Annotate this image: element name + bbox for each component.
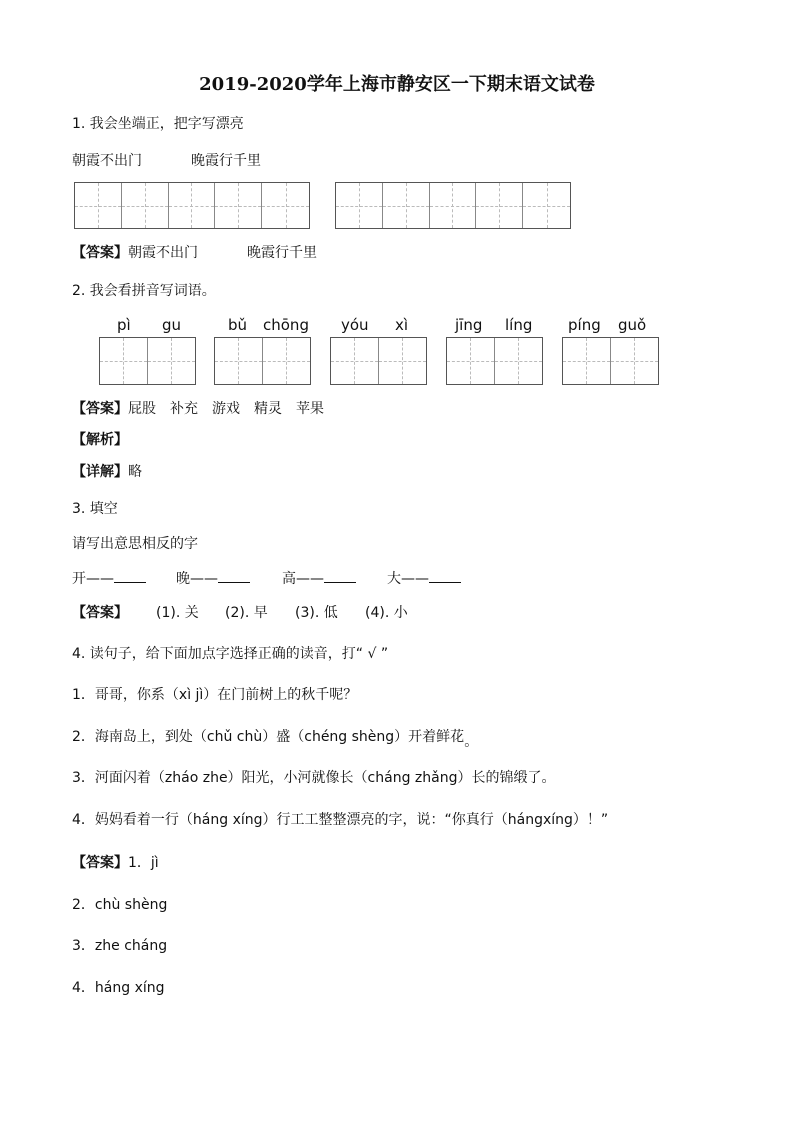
q2-detail — [72, 465, 142, 479]
q4-sentence-3: 3．河面闪着（zháo zhe）阳光，小河就像长（cháng zhǎng）长的锦缎了。 — [72, 770, 556, 786]
q2-detail-text: 略 — [128, 464, 142, 480]
q4-heading: 4. 读句子，给下面加点字选择正确的读音，打“ √ ” — [72, 646, 389, 662]
q4-sentence-2 — [72, 729, 479, 750]
blank-line — [429, 570, 461, 583]
pinyin-4b: líng — [505, 316, 533, 334]
q3-instruction: 请写出意思相反的字 — [72, 536, 198, 552]
pinyin-1b: gu — [162, 316, 182, 334]
pinyin-grid-2 — [214, 337, 311, 385]
pinyin-2b: chōng — [263, 316, 309, 334]
pinyin-2a: bǔ — [228, 316, 248, 334]
pinyin-3b: xì — [395, 316, 409, 334]
pinyin-grid-5 — [562, 337, 659, 385]
q3-answer-2: (2). 早 — [225, 605, 268, 621]
pinyin-grid-4 — [446, 337, 543, 385]
q3-item-4-text: 大—— — [387, 571, 429, 587]
q1-answer-1: 朝霞不出门 — [128, 245, 198, 261]
q3-item-2 — [176, 570, 250, 586]
answer-tag: 【答案】 — [72, 245, 128, 261]
q1-heading: 1. 我会坐端正，把字写漂亮 — [72, 116, 244, 132]
q4-sentence-2-text: 2．海南岛上，到处（chǔ chù）盛（chéng shèng）开着鲜花 — [72, 729, 465, 745]
q3-item-3-text: 高—— — [282, 571, 324, 587]
q3-answer-1: (1). 关 — [156, 605, 199, 621]
q4-answer-1: 1．jì — [128, 855, 159, 871]
q4-sentence-1: 1．哥哥，你系（xì jì）在门前树上的秋千呢？ — [72, 687, 358, 703]
blank-line — [218, 570, 250, 583]
q1-phrase-1: 朝霞不出门 — [72, 153, 142, 169]
page-title: 2019-2020学年上海市静安区一下期末语文试卷 — [199, 74, 595, 95]
blank-line — [324, 570, 356, 583]
pinyin-5b: guǒ — [618, 316, 647, 334]
q3-answer-tag: 【答案】 — [72, 605, 128, 621]
q4-answer-2: 2．chù shèng — [72, 897, 168, 913]
q3-answer-4: (4). 小 — [365, 605, 408, 621]
q4-sentence-4: 4．妈妈看着一行（háng xíng）行工工整整漂亮的字，说：“你真行（hángxíng）！” — [72, 812, 609, 828]
pinyin-grid-1 — [99, 337, 196, 385]
q3-item-4 — [387, 570, 461, 586]
q4-answer — [72, 856, 159, 870]
q3-answer-3: (3). 低 — [295, 605, 338, 621]
q3-heading: 3. 填空 — [72, 501, 118, 517]
pinyin-grid-3 — [330, 337, 427, 385]
writing-grid-1 — [74, 182, 310, 229]
q4-answer-3: 3．zhe cháng — [72, 938, 168, 954]
pinyin-3a: yóu — [341, 316, 369, 334]
q2-answer-text: 屁股 补充 游戏 精灵 苹果 — [128, 401, 324, 417]
q2-answer — [72, 402, 324, 416]
q3-item-3 — [282, 570, 356, 586]
q1-phrase-2: 晚霞行千里 — [191, 153, 261, 169]
q4-sentence-2-period: 。 — [464, 734, 479, 750]
q3-item-2-text: 晚—— — [176, 571, 218, 587]
writing-grid-2 — [335, 182, 571, 229]
q1-answer-2: 晚霞行千里 — [247, 245, 317, 261]
detail-tag: 【详解】 — [72, 464, 128, 480]
q4-answer-4: 4．háng xíng — [72, 980, 165, 996]
q1-answer — [72, 246, 198, 260]
blank-line — [114, 570, 146, 583]
pinyin-1a: pì — [117, 316, 131, 334]
q3-item-1-text: 开—— — [72, 571, 114, 587]
pinyin-4a: jīng — [455, 316, 483, 334]
q3-item-1 — [72, 570, 146, 586]
pinyin-5a: píng — [568, 316, 601, 334]
answer-tag: 【答案】 — [72, 855, 128, 871]
q2-heading: 2. 我会看拼音写词语。 — [72, 283, 216, 299]
answer-tag: 【答案】 — [72, 401, 128, 417]
jiexi-tag: 【解析】 — [72, 432, 128, 448]
